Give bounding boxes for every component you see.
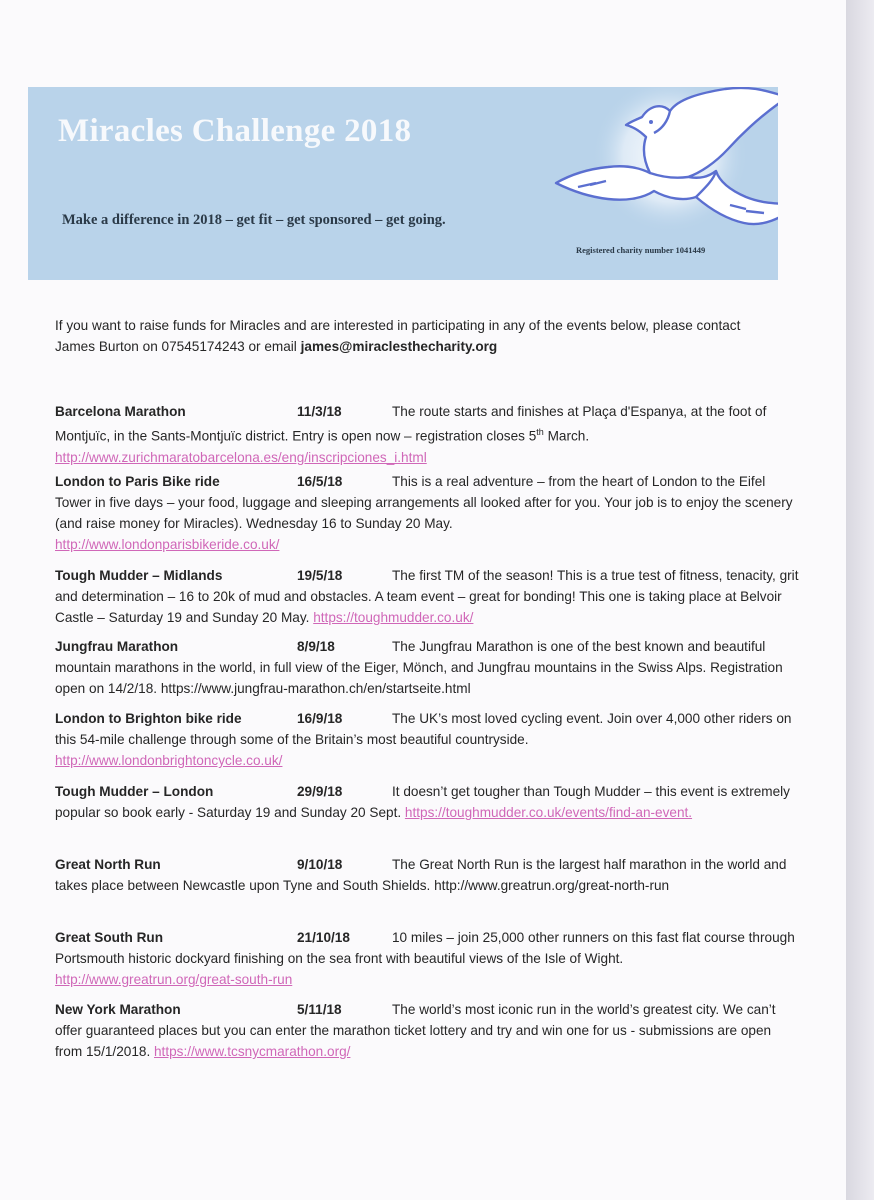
event-name: New York Marathon	[55, 1002, 181, 1017]
event-date: 29/9/18	[297, 784, 343, 799]
event-link[interactable]: http://www.greatrun.org/great-north-run	[434, 878, 670, 893]
event-name: Great North Run	[55, 857, 161, 872]
event-date: 19/5/18	[297, 568, 343, 583]
event-date: 8/9/18	[297, 639, 335, 654]
event-name: Jungfrau Marathon	[55, 639, 179, 654]
contact-email[interactable]: james@miraclesthecharity.org	[300, 339, 498, 354]
event-great-south-run	[55, 927, 800, 990]
event-link[interactable]: http://www.londonparisbikeride.co.uk/	[55, 537, 280, 552]
header-banner	[28, 87, 778, 280]
event-link[interactable]: https://toughmudder.co.uk/events/find-an-event.	[404, 805, 693, 820]
intro-text: If you want to raise funds for Miracles and are interested in participating in any of the events below, please contact James Burton on 07545174243 or email	[55, 318, 741, 354]
dove-icon	[550, 87, 778, 237]
event-description: The UK’s most loved cycling event. Join over 4,000 other riders on this 54-mile challenge through some of the Britain’s most beautiful countryside.	[55, 711, 792, 747]
event-name: Barcelona Marathon	[55, 404, 186, 419]
event-tough-mudder-london	[55, 781, 800, 823]
event-description-sup: th	[536, 427, 544, 437]
event-description: The first TM of the season! This is a true test of fitness, tenacity, grit and determination – 16 to 20k of mud and obstacles. A team event – great for bonding! This one is taking place at Belvoir Castle – Saturday 19 and Sunday 20 May.	[55, 568, 799, 625]
intro-paragraph	[55, 315, 775, 357]
event-name: London to Brighton bike ride	[55, 711, 242, 726]
event-new-york-marathon	[55, 999, 800, 1062]
event-name: London to Paris Bike ride	[55, 474, 220, 489]
event-description-end: March.	[543, 428, 590, 444]
event-name: Tough Mudder – Midlands	[55, 568, 223, 583]
event-description: The route starts and finishes at Plaça d'Espanya, at the foot of Montjuïc, in the Sants-Montjuïc district. Entry is open now – registration closes 5	[55, 404, 767, 444]
event-link[interactable]: http://www.greatrun.org/great-south-run	[55, 972, 293, 987]
event-name: Great South Run	[55, 930, 163, 945]
event-date: 5/11/18	[297, 1002, 342, 1017]
event-description: The Jungfrau Marathon is one of the best known and beautiful mountain marathons in the world, in full view of the Eiger, Mönch, and Jungfrau mountains in the Swiss Alps. Registration open on 14/2/18.	[55, 639, 783, 696]
event-description: The Great North Run is the largest half marathon in the world and takes place between Newcastle upon Tyne and South Shields.	[55, 857, 787, 893]
event-date: 21/10/18	[297, 930, 350, 945]
page-title: Miracles Challenge 2018	[58, 113, 412, 149]
event-description: 10 miles – join 25,000 other runners on this fast flat course through Portsmouth historic dockyard finishing on the sea front with beautiful views of the Isle of Wight.	[55, 930, 795, 966]
event-description: The world’s most iconic run in the world’s greatest city. We can’t offer guaranteed places but you can enter the marathon ticket lottery and try and win one for us - submissions are open from 15/1/2018.	[55, 1002, 776, 1059]
event-date: 16/9/18	[297, 711, 343, 726]
event-link[interactable]: https://www.jungfrau-marathon.ch/en/startseite.html	[160, 681, 471, 696]
event-name: Tough Mudder – London	[55, 784, 214, 799]
banner-tagline: Make a difference in 2018 – get fit – get sponsored – get going.	[62, 212, 446, 228]
event-link[interactable]: https://www.tcsnycmarathon.org/	[154, 1044, 351, 1059]
event-description: This is a real adventure – from the heart of London to the Eifel Tower in five days – your food, luggage and sleeping arrangements all looked after for you. Your job is to enjoy the scenery (and raise money for Miracles). Wednesday 16 to Sunday 20 May.	[55, 474, 793, 531]
event-jungfrau-marathon	[55, 636, 800, 699]
event-tough-mudder-midlands	[55, 565, 800, 628]
event-link[interactable]: http://www.londonbrightoncycle.co.uk/	[55, 753, 283, 768]
event-date: 9/10/18	[297, 857, 343, 872]
scan-edge	[846, 0, 874, 1200]
event-date: 11/3/18	[297, 404, 342, 419]
event-london-brighton-bike	[55, 708, 800, 771]
event-barcelona-marathon	[55, 401, 800, 468]
event-link[interactable]: http://www.zurichmaratobarcelona.es/eng/inscripciones_i.html	[55, 449, 427, 465]
event-london-paris-bike	[55, 471, 800, 555]
event-great-north-run	[55, 854, 800, 896]
charity-number: Registered charity number 1041449	[576, 245, 706, 255]
event-description: It doesn’t get tougher than Tough Mudder – this event is extremely popular so book early - Saturday 19 and Sunday 20 Sept.	[55, 784, 790, 820]
event-link[interactable]: https://toughmudder.co.uk/	[313, 610, 474, 625]
event-date: 16/5/18	[297, 474, 343, 489]
